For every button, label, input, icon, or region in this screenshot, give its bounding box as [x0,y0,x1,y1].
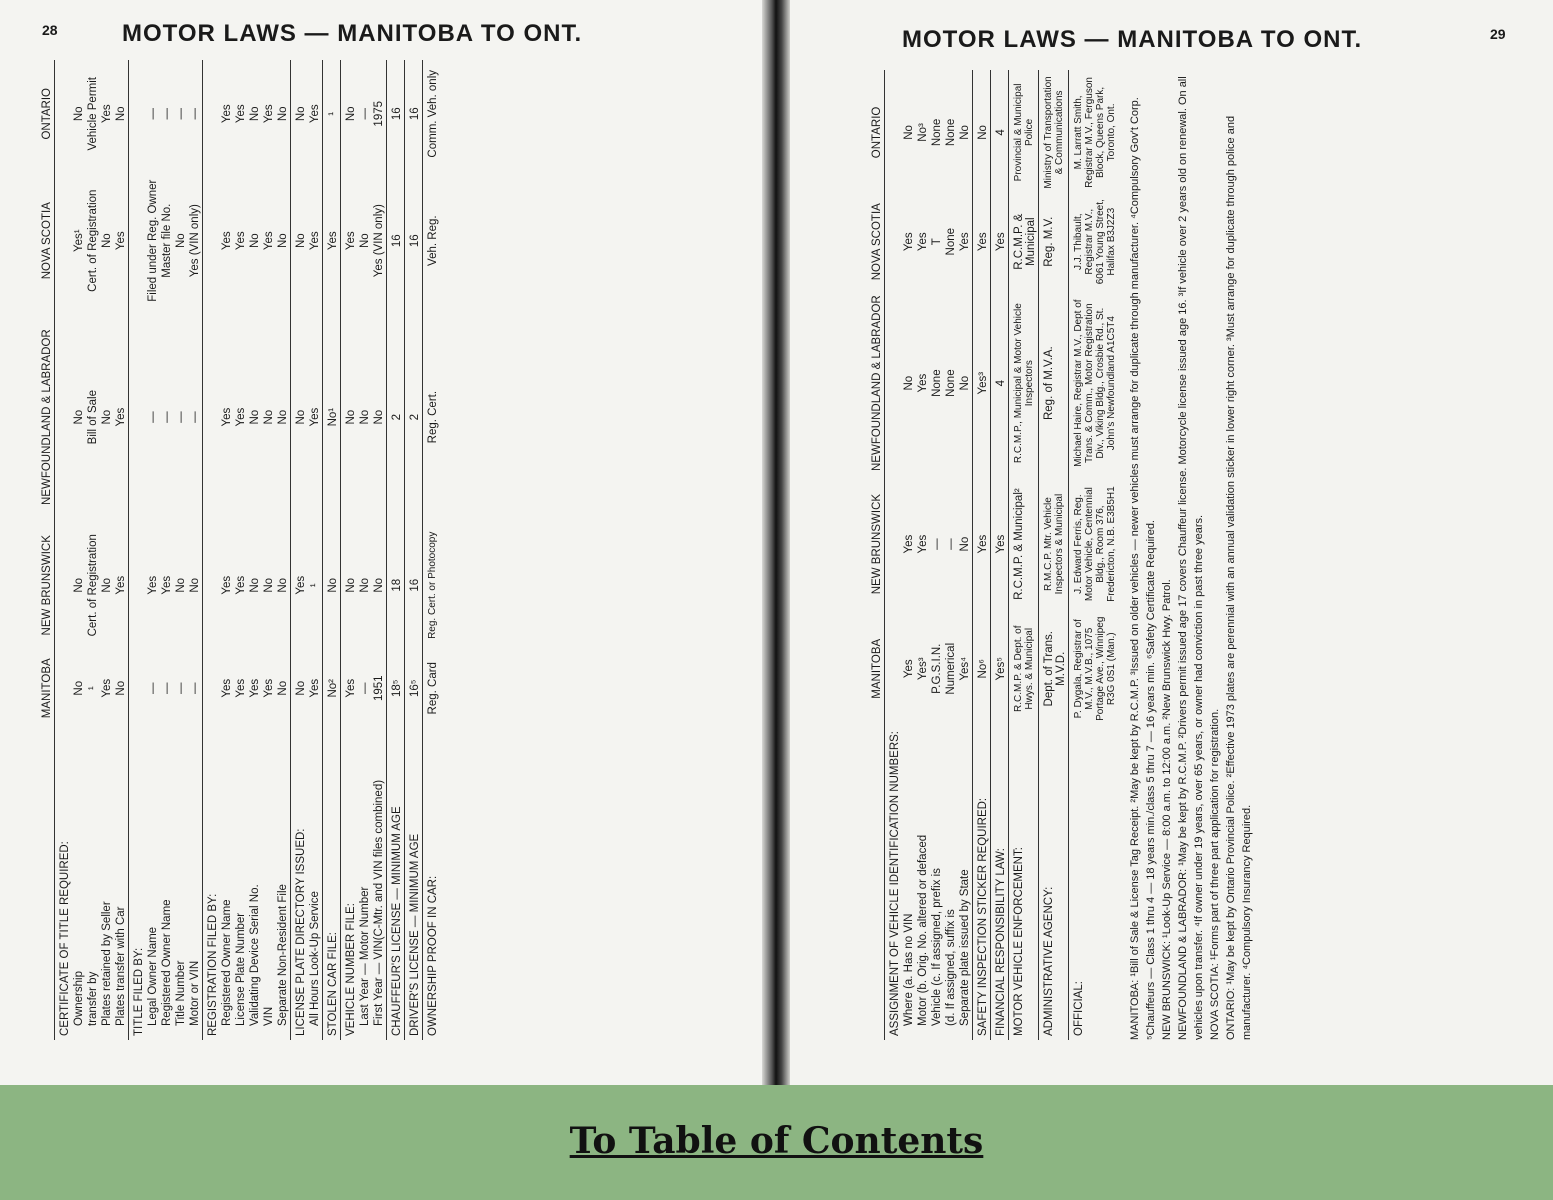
table-cell: 4 [991,289,1009,478]
table-cell: J.J. Thibault, Registrar M.V., 6061 Young Street, Halifax B3J2Z3 [1069,195,1119,289]
table-cell: — [175,682,187,694]
table-cell: No [973,70,991,195]
table-cell: Bill of Sale [87,389,99,445]
row-label: Ownership [73,971,85,1026]
table-cell: Yes³ [973,289,991,478]
table-cell: — [945,538,957,550]
table-cell: No [73,106,85,122]
row-label: (d. If assigned, suffix is [945,909,957,1026]
table-cell [55,168,73,314]
table-row [930,70,944,1040]
footnotes [1128,70,1256,1040]
table-cell: — [161,682,173,694]
column-header: NEW BRUNSWICK [871,493,883,595]
table-cell: Yes [101,678,113,698]
table-cell: — [161,411,173,423]
page-title: MOTOR LAWS — MANITOBA TO ONT. [902,26,1363,53]
table-cell: Yes [235,407,247,427]
table-cell: None [945,227,957,256]
table-cell [129,650,147,726]
table-cell [203,168,221,314]
table-cell: No [373,577,385,593]
table-cell: 16 [405,520,423,650]
row-label: DRIVER'S LICENSE — MINIMUM AGE [405,726,423,1040]
row-label: Plates retained by Seller [101,901,113,1026]
table-row [129,60,147,1040]
table-row [991,70,1009,1040]
table-cell [203,314,221,521]
table-cell: 16⁵ [405,650,423,726]
table-row [387,60,405,1040]
table-cell: 18⁵ [387,650,405,726]
table-cell: 2 [405,314,423,521]
table-cell [203,520,221,650]
table-cell: Yes [903,232,915,252]
table-row [72,60,86,1040]
row-label: CERTIFICATE OF TITLE REQUIRED: [55,726,73,1040]
column-header: MANITOBA [871,638,883,699]
table-cell: 16 [405,168,423,314]
table-cell: Yes [235,231,247,251]
row-label: LICENSE PLATE DIRECTORY ISSUED: [291,726,309,1040]
table-cell: Reg. Card [423,650,441,726]
table-cell: Yes [263,678,275,698]
table-cell: Yes¹ [73,229,85,252]
table-cell: Comm. Veh. only [423,60,441,168]
row-label: ASSIGNMENT OF VEHICLE IDENTIFICATION NUMBERS: [885,727,903,1040]
row-label: FINANCIAL RESPONSIBILITY LAW: [991,727,1009,1040]
table-row [188,60,203,1040]
table-cell: No [73,680,85,696]
table-cell: Yes [115,575,127,595]
row-label: SAFETY INSPECTION STICKER REQUIRED: [973,727,991,1040]
table-row [958,70,973,1040]
table-cell: Yes [221,231,233,251]
row-label: VIN [263,1006,275,1026]
table-cell [129,60,147,168]
table-row [1009,70,1039,1040]
table-row [146,60,160,1040]
column-header: NEWFOUNDLAND & LABRADOR [41,329,53,506]
table-row [372,60,387,1040]
table-cell: Yes [917,534,929,554]
table-row [276,60,291,1040]
right-page [790,0,1553,1085]
footnote: ONTARIO: ¹May be kept by Ontario Provincial Police. ²Effective 1973 plates are perennial with an annual validation sticker in lower right corner. ³Must arrange for duplicate through police and manufacturer. ⁴Compulsory Insurancy Required. [1224,115,1253,1040]
table-cell: — [147,108,159,120]
table-cell: Yes [959,232,971,252]
table-cell: ¹ [323,60,341,168]
row-label: Plates transfer with Car [115,906,127,1026]
page-title: MOTOR LAWS — MANITOBA TO ONT. [122,20,583,47]
table-cell: Yes [903,659,915,679]
table-cell: — [359,682,371,694]
table-row [308,60,323,1040]
table-cell [203,60,221,168]
table-cell: No [73,577,85,593]
table-cell: Yes [973,478,991,611]
table-cell: No [175,233,187,249]
table-cell: — [147,411,159,423]
table-cell: Yes [235,575,247,595]
row-label: transfer by [87,971,99,1026]
table-cell: Yes [341,650,359,726]
row-label: VEHICLE NUMBER FILE: [341,726,359,1040]
table-cell: 16 [387,60,405,168]
table-cell: R.C.M.P. & Dept. of Hwys. & Municipal [1009,611,1039,727]
table-cell: No [903,375,915,391]
row-label: TITLE FILED BY: [129,726,147,1040]
footnote: NOVA SCOTIA: ¹Forms part of three part application for registration. [1208,708,1221,1040]
row-label: First Year — VIN(C-Mtr. and VIN files combined) [373,779,385,1026]
table-row [944,70,958,1040]
row-label: MOTOR VEHICLE ENFORCEMENT: [1009,727,1039,1040]
table-cell: — [359,108,371,120]
table-cell: No [73,409,85,425]
table-cell [885,478,903,611]
table-row [902,70,916,1040]
table-cell: Yes [973,195,991,289]
row-label: Vehicle (c. If assigned, prefix is [931,868,943,1026]
table-cell: Yes [221,407,233,427]
table-cell: Veh. Reg. [423,168,441,314]
column-header: ONTARIO [871,106,883,159]
column-header: NOVA SCOTIA [871,203,883,281]
table-cell: Yes [291,520,309,650]
table-cell [129,520,147,650]
table-cell: Yes [221,104,233,124]
table-cell: 1951 [373,675,385,702]
table-cell: Reg. Cert. or Photocopy [423,520,441,650]
table-cell: Yes [309,678,321,698]
table-row [100,60,114,1040]
table-cell: Yes (VIN only) [373,204,385,278]
table-cell: Numerical [945,642,957,695]
table-cell: Yes [309,231,321,251]
table-cell: No [341,314,359,521]
table-cell: No [263,577,275,593]
table-cell: No [249,233,261,249]
table-cell: Dept. of Trans. M.V.D. [1039,611,1069,727]
table-cell: Filed under Reg. Owner [147,179,159,302]
table-cell: Yes [249,678,261,698]
table-cell [55,520,73,650]
table-cell: No [277,106,289,122]
row-label: OFFICIAL: [1069,727,1119,1040]
table-cell: P.G.S.I.N. [931,643,943,694]
table-cell: — [189,682,201,694]
motor-laws-table-right [870,70,1118,1040]
table-cell: No² [323,650,341,726]
table-cell: No [341,60,359,168]
table-cell: Cert. of Registration [87,534,99,637]
row-label: STOLEN CAR FILE: [323,726,341,1040]
table-row [916,70,930,1040]
table-cell: None [945,369,957,397]
table-cell: No [263,409,275,425]
table-cell: Yes [309,104,321,124]
table-cell: No [359,233,371,249]
row-label: Registered Owner Name [161,899,173,1026]
table-row [291,60,309,1040]
table-cell: Vehicle Permit [87,77,99,151]
book-spine [762,0,790,1085]
row-label: Title Number [175,960,187,1026]
column-header: MANITOBA [41,658,53,719]
table-row [220,60,234,1040]
table-cell [885,70,903,195]
row-label: OWNERSHIP PROOF IN CAR: [423,726,441,1040]
table-cell: No [291,168,309,314]
table-cell: No [291,314,309,521]
table-cell: No [175,577,187,593]
table-row [885,70,903,1040]
table-cell: 16 [405,60,423,168]
table-row [323,60,341,1040]
motor-laws-table-left [40,60,440,1040]
table-cell: None [931,369,943,397]
table-cell: Yes [235,104,247,124]
table-cell: Yes [235,678,247,698]
table-cell: P. Dygala, Registrar of M.V., M.V.B., 1075 Portage Ave., Winnipeg R3G 0S1 (Man.) [1069,611,1119,727]
table-cell: 2 [387,314,405,521]
footnote: NEW BRUNSWICK: ¹Look-Up Service — 8:00 a.m. to 12:00 a.m. ²New Brunswick Hwy. Patrol. [1160,579,1173,1040]
table-cell: No [373,409,385,425]
left-table-rotated [40,60,730,1040]
row-label: Registered Owner Name [221,899,233,1026]
table-cell: ¹ [87,686,99,691]
table-cell: No [101,409,113,425]
table-cell: Yes [263,231,275,251]
table-cell: Yes [917,232,929,252]
table-cell: Yes [221,575,233,595]
table-cell [129,314,147,521]
table-cell: No [903,125,915,140]
table-cell: Yes [309,407,321,427]
table-row [973,70,991,1040]
table-row [203,60,221,1040]
table-cell: J. Edward Ferris, Reg. Motor Vehicle, Centennial Bldg., Room 376, Fredericton, N.B. E3B5H1 [1069,478,1119,611]
table-of-contents-link[interactable]: To Table of Contents [569,1120,984,1162]
table-row [174,60,188,1040]
table-cell: 16 [387,168,405,314]
table-row [248,60,262,1040]
table-cell: No [249,409,261,425]
row-label: CHAUFFEUR'S LICENSE — MINIMUM AGE [387,726,405,1040]
table-cell: No [341,520,359,650]
table-cell: Master file No. [161,203,173,278]
table-cell: Yes [903,534,915,554]
table-cell: Yes [991,195,1009,289]
table-cell: Yes [161,575,173,595]
table-cell: R.C.M.P. & Municipal [1009,195,1039,289]
table-cell: None [931,118,943,147]
table-cell: Yes [221,678,233,698]
table-cell: No [323,520,341,650]
row-label: Where (a. Has no VIN [903,913,915,1026]
table-row [1039,70,1069,1040]
right-table-rotated [870,70,1550,1040]
table-cell: No [277,409,289,425]
table-row [1069,70,1119,1040]
table-cell: R.M.C.P. Mtr. Vehicle Inspectors & Municipal [1039,478,1069,611]
table-cell: No [101,233,113,249]
table-cell: No³ [917,123,929,142]
table-cell: No [277,680,289,696]
table-cell: Cert. of Registration [87,189,99,292]
table-row [86,60,100,1040]
table-row [405,60,423,1040]
table-cell [203,650,221,726]
column-header: ONTARIO [41,88,53,140]
row-label: All Hours Look-Up Service [309,891,321,1026]
table-cell: — [189,411,201,423]
table-row [114,60,129,1040]
table-cell: 1975 [373,100,385,127]
table-cell: Yes⁵ [991,611,1009,727]
page-number: 28 [42,22,58,38]
table-cell: Yes [341,168,359,314]
table-cell: No [291,60,309,168]
table-cell: ¹ [309,583,321,588]
table-cell: R.C.M.P. & Municipal² [1009,478,1039,611]
table-cell: — [147,682,159,694]
table-cell [55,60,73,168]
footnote: NEWFOUNDLAND & LABRADOR: ¹May be kept by R.C.M.P. ²Drivers permit issued age 17 covers Chauffeur license. Motorcycle license issued age 16. ³If vehicle over 2 years old on renewal. On all vehicles upon transfer. ⁴If owner under 19 years, over 65 years, or owner had conviction in past three years. [1176,76,1205,1040]
column-header: NEW BRUNSWICK [41,535,53,636]
table-cell: Michael Haire, Registrar M.V., Dept of Trans. & Comm., Motor Registration Div., Viking Bldg., Crosbie Rd., St. John's Newfoundland A1C5T4 [1069,289,1119,478]
table-cell: — [931,538,943,550]
table-cell: 18 [387,520,405,650]
table-cell: M. Larratt Smith, Registrar M.V., Ferguson Block, Queens Park, Toronto, Ont. [1069,70,1119,195]
table-cell: Yes [115,407,127,427]
table-cell [129,168,147,314]
table-cell: Yes (VIN only) [189,204,201,278]
table-cell [55,314,73,521]
table-cell: No [277,577,289,593]
column-header: NEWFOUNDLAND & LABRADOR [871,295,883,472]
table-cell: Yes³ [917,657,929,681]
row-label: REGISTRATION FILED BY: [203,726,221,1040]
table-cell: Yes [323,168,341,314]
table-row [234,60,248,1040]
table-cell: No [249,106,261,122]
table-cell: — [175,108,187,120]
table-cell: No [291,650,309,726]
table-cell: Yes [115,231,127,251]
table-cell: No [249,577,261,593]
page-number: 29 [1490,26,1506,42]
row-label: ADMINISTRATIVE AGENCY: [1039,727,1069,1040]
table-cell: — [175,411,187,423]
table-cell: No [959,375,971,391]
table-cell: No⁶ [973,611,991,727]
left-page [0,0,770,1085]
table-cell: Yes [147,575,159,595]
column-header: NOVA SCOTIA [41,202,53,280]
row-label: Separate plate issued by State [959,869,971,1026]
table-cell [885,289,903,478]
table-row [55,60,73,1040]
table-cell: No [959,125,971,140]
table-cell: Provincial & Municipal Police [1009,70,1039,195]
table-row [160,60,174,1040]
table-row [341,60,359,1040]
table-cell: No [189,577,201,593]
table-cell: No [277,233,289,249]
table-cell: Yes [263,104,275,124]
table-cell: Reg. Cert. [423,314,441,521]
table-cell [885,611,903,727]
row-label: Validating Device Serial No. [249,884,261,1026]
row-label: Separate Non-Resident File [277,884,289,1026]
table-cell: — [161,108,173,120]
table-cell: Yes [991,478,1009,611]
row-label: Motor or VIN [189,960,201,1026]
footnote: MANITOBA: ¹Bill of Sale & License Tag Receipt. ²May be kept by R.C.M.P. ³Issued on older vehicles — newer vehicles must arrange for duplicate through manufacturer. ⁴Compulsory Gov't Corp. ⁵Chauffeurs — Class 1 thru 4 — 18 years min./class 5 thru 7 — 16 years min. ⁶Safety Certificate Required. [1129,97,1157,1040]
table-cell: T [931,238,943,246]
table-row [423,60,441,1040]
row-label: License Plate Number [235,912,247,1026]
row-label: Last Year — Motor Number [359,886,371,1026]
table-cell: Yes [101,104,113,124]
table-cell: Reg. M.V. [1039,195,1069,289]
table-cell: None [945,118,957,147]
table-cell: Reg. of M.V.A. [1039,289,1069,478]
row-label: Legal Owner Name [147,926,159,1026]
table-cell: R.C.M.P., Municipal & Motor Vehicle Inspectors [1009,289,1039,478]
table-cell: — [189,108,201,120]
table-cell: No¹ [323,314,341,521]
table-cell: Ministry of Transportation & Communications [1039,70,1069,195]
table-cell: No [959,536,971,552]
table-cell: No [115,106,127,122]
table-row [262,60,276,1040]
row-label: Motor (b. Orig. No. altered or defaced [917,834,929,1026]
table-cell: No [101,577,113,593]
table-cell: No [115,680,127,696]
table-cell [885,195,903,289]
table-cell [55,650,73,726]
table-cell: No [359,577,371,593]
table-cell: Yes⁴ [959,656,971,681]
table-cell: 4 [991,70,1009,195]
table-row [358,60,372,1040]
table-cell: Yes [917,373,929,393]
table-cell: No [359,409,371,425]
